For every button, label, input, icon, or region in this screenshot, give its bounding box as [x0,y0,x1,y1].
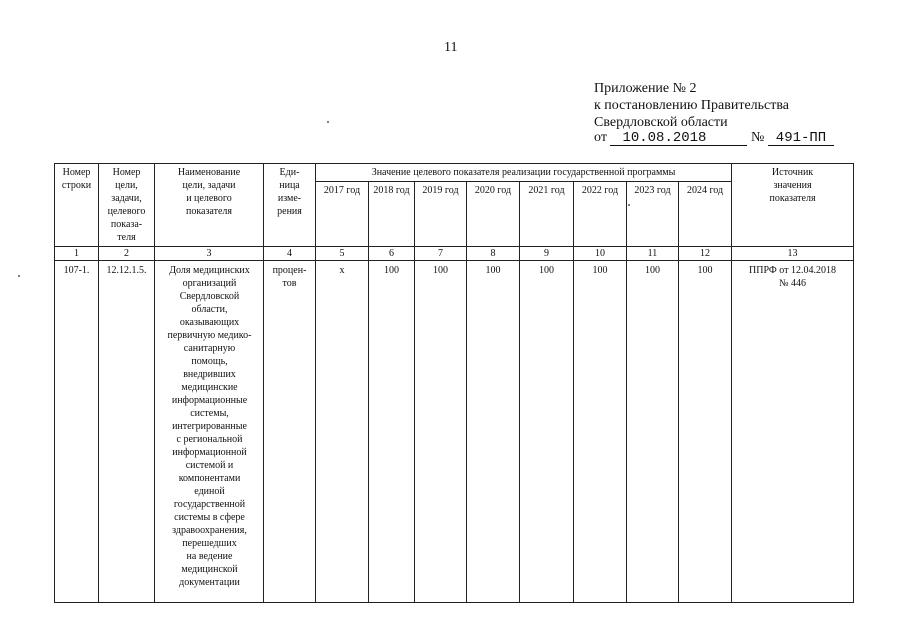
header-year: 2020 год [467,182,520,247]
resolution-date: 10.08.2018 [610,131,747,146]
indicator-name-cell: Доля медицинских организаций Свердловской области, оказывающих первичную медико- санитарную помощь, внедривших медицинские информационные системы, интегрированные с региональной информационной системой и компонентами единой государственной системы в сфере здравоохранения, перешедших на ведение медицинской документации [155,261,264,603]
header-year: 2017 год [316,182,369,247]
appendix-line-1: Приложение № 2 [594,81,697,96]
value-cell-2024: 100 [679,261,732,603]
resolution-reference [594,130,834,146]
column-number: 4 [264,247,316,261]
header-source: Источник значения показателя [732,164,854,247]
column-number: 1 [55,247,99,261]
source-cell: ППРФ от 12.04.2018 № 446 [732,261,854,603]
header-year: 2024 год [679,182,732,247]
column-number: 8 [467,247,520,261]
header-name: Наименование цели, задачи и целевого показателя [155,164,264,247]
header-goal-no: Номер цели, задачи, целевого показа- теля [99,164,155,247]
appendix-block [594,80,789,131]
column-number: 7 [415,247,467,261]
page-number: 11 [444,40,458,55]
goal-no-cell: 12.12.1.5. [99,261,155,603]
header-year: 2019 год [415,182,467,247]
header-row [55,164,854,182]
value-cell-2021: 100 [520,261,574,603]
column-number: 12 [679,247,732,261]
value-cell-2019: 100 [415,261,467,603]
column-number: 5 [316,247,369,261]
scan-speck [327,121,329,123]
column-number: 11 [627,247,679,261]
unit-cell: процен- тов [264,261,316,603]
column-number: 6 [369,247,415,261]
header-unit: Еди- ница изме- рения [264,164,316,247]
appendix-line-3: Свердловской области [594,115,728,130]
row-no-cell: 107-1. [55,261,99,603]
header-values-group: Значение целевого показателя реализации государственной программы [316,164,732,182]
from-label: от [594,130,607,145]
resolution-number: 491-ПП [768,131,834,146]
column-number-row [55,247,854,261]
column-number: 9 [520,247,574,261]
table-row [55,261,854,603]
column-number: 10 [574,247,627,261]
column-number: 13 [732,247,854,261]
header-year: 2023 год [627,182,679,247]
column-number: 3 [155,247,264,261]
appendix-line-2: к постановлению Правительства [594,98,790,113]
value-cell-2020: 100 [467,261,520,603]
scan-speck [18,275,20,277]
header-row-no: Номер строки [55,164,99,247]
header-year: 2022 год [574,182,627,247]
number-label: № [750,130,765,145]
value-cell-2017: х [316,261,369,603]
value-cell-2022: 100 [574,261,627,603]
value-cell-2018: 100 [369,261,415,603]
header-year: 2021 год [520,182,574,247]
header-year: 2018 год [369,182,415,247]
indicator-table [54,163,854,603]
value-cell-2023: 100 [627,261,679,603]
column-number: 2 [99,247,155,261]
